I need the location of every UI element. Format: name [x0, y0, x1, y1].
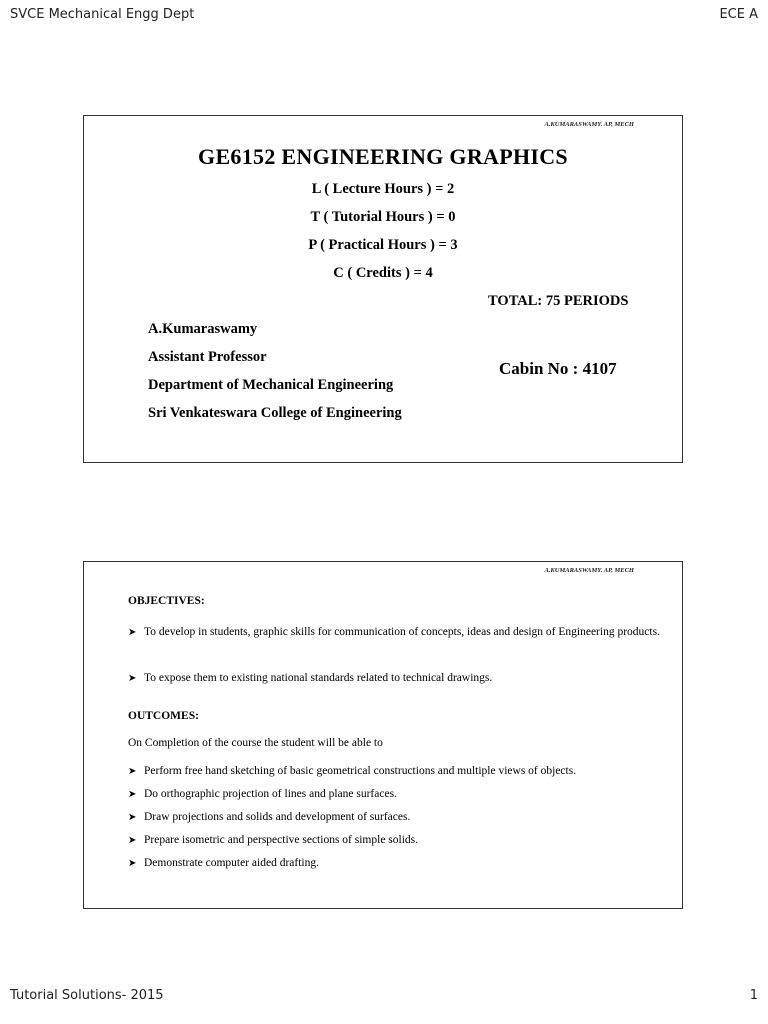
arrowhead-bullet-icon: ➤	[128, 835, 137, 846]
arrowhead-bullet-icon: ➤	[128, 627, 137, 638]
outcome-item	[128, 829, 660, 852]
objective-text: To expose them to existing national standards related to technical drawings.	[144, 672, 493, 684]
tutorial-hours: T ( Tutorial Hours ) = 0	[310, 209, 456, 225]
objectives-heading: OBJECTIVES:	[128, 595, 205, 607]
arrowhead-bullet-icon: ➤	[128, 766, 137, 777]
faculty-college: Sri Venkateswara College of Engineering	[148, 405, 402, 421]
slide-author-credit: A.KUMARASWAMY. AP, MECH	[544, 567, 634, 574]
page-header-class: ECE A	[719, 7, 758, 22]
faculty-department: Department of Mechanical Engineering	[148, 377, 394, 393]
outcome-text: Prepare isometric and perspective sections of simple solids.	[144, 834, 419, 846]
outcomes-heading: OUTCOMES:	[128, 710, 199, 722]
outcome-text: Perform free hand sketching of basic geometrical constructions and multiple views of objects.	[144, 765, 577, 777]
page-footer-title: Tutorial Solutions- 2015	[10, 988, 164, 1003]
faculty-designation: Assistant Professor	[148, 349, 267, 365]
outcome-item	[128, 806, 660, 829]
course-title: GE6152 ENGINEERING GRAPHICS	[198, 144, 568, 169]
cabin-number: Cabin No : 4107	[499, 359, 617, 378]
total-periods: TOTAL: 75 PERIODS	[488, 293, 629, 309]
slide-objectives-outcomes	[83, 561, 683, 909]
objective-text: To develop in students, graphic skills for communication of concepts, ideas and design of Engineering products.	[144, 626, 660, 638]
credits: C ( Credits ) = 4	[333, 265, 433, 281]
outcome-item	[128, 760, 660, 783]
arrowhead-bullet-icon: ➤	[128, 673, 137, 684]
practical-hours: P ( Practical Hours ) = 3	[308, 237, 458, 253]
outcome-text: Draw projections and solids and development of surfaces.	[144, 811, 411, 823]
outcome-item	[128, 783, 660, 806]
objective-item	[128, 621, 660, 644]
slide-author-credit: A.KUMARASWAMY. AP, MECH	[544, 121, 634, 128]
lecture-hours: L ( Lecture Hours ) = 2	[311, 181, 455, 197]
slide-course-info	[83, 115, 683, 463]
outcome-text: Demonstrate computer aided drafting.	[144, 857, 319, 869]
outcome-text: Do orthographic projection of lines and plane surfaces.	[144, 788, 397, 800]
arrowhead-bullet-icon: ➤	[128, 812, 137, 823]
arrowhead-bullet-icon: ➤	[128, 789, 137, 800]
page-number: 1	[749, 988, 758, 1003]
faculty-name: A.Kumaraswamy	[148, 321, 258, 337]
page-header-department: SVCE Mechanical Engg Dept	[10, 7, 195, 22]
objective-item	[128, 667, 660, 690]
outcome-item	[128, 852, 660, 875]
arrowhead-bullet-icon: ➤	[128, 858, 137, 869]
outcomes-intro: On Completion of the course the student will be able to	[128, 737, 383, 749]
